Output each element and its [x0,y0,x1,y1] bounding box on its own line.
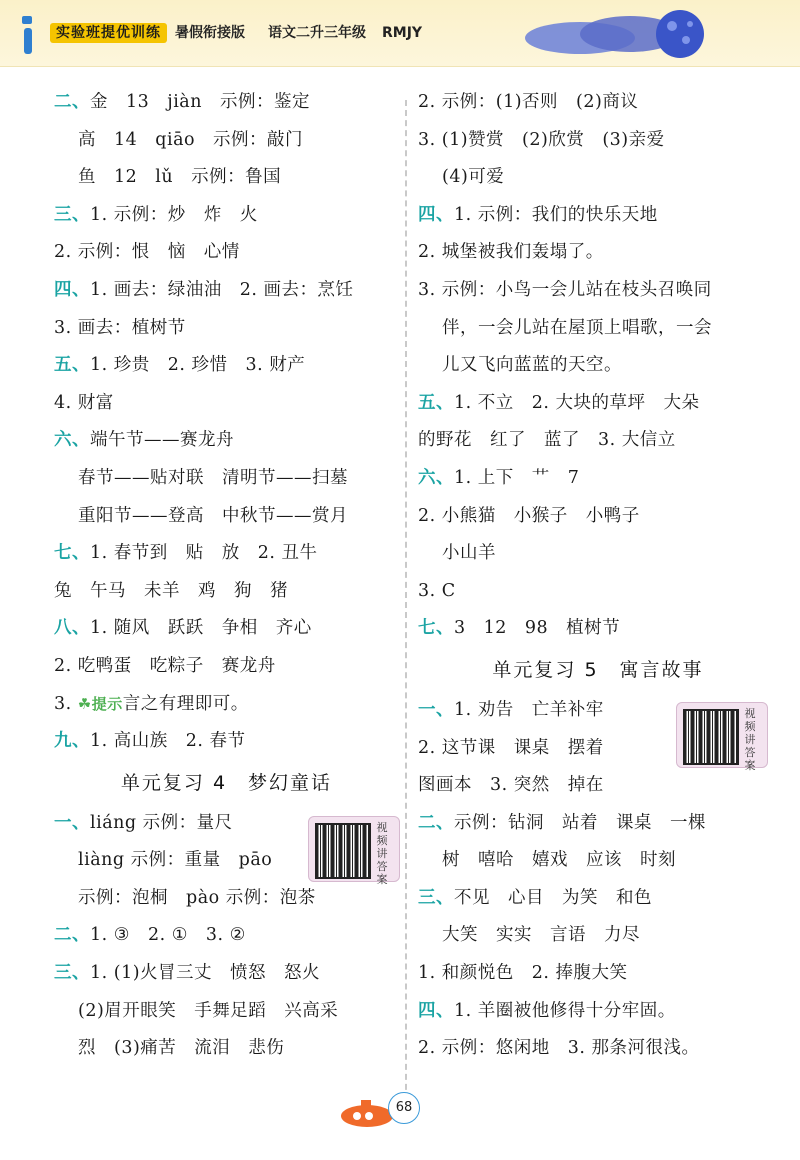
answer-line [418,880,778,918]
answer-line [54,385,399,423]
qr-code-image [315,823,371,879]
answer-line [54,686,399,724]
answer-line [418,498,778,536]
answer-line [418,1030,778,1068]
answer-line [54,159,399,197]
answer-line [54,917,399,955]
answer-text: 兔 午马 未羊 鸡 狗 猪 [54,580,288,601]
answer-line [54,535,399,573]
book-title: 暑假衔接版 [175,25,245,41]
answer-line [418,272,778,310]
tip-leaf-icon: ☘ [77,694,92,713]
answer-text: 重阳节——登高 中秋节——赏月 [78,505,348,526]
answer-text: 1. 和颜悦色 2. 捧腹大笑 [418,963,628,984]
question-number: 七、 [418,618,454,639]
answer-line [54,573,399,611]
answer-text: 3. 画去：植树节 [54,317,186,338]
qr-label: 视频讲答案 [376,821,388,886]
answer-line [418,385,778,423]
answer-line [418,610,778,648]
answer-text: 儿又飞向蓝蓝的天空。 [442,355,622,376]
answer-line [418,535,778,573]
question-number: 四、 [418,204,454,225]
page-header [0,0,800,67]
question-number: 五、 [54,355,90,376]
qr-code-unit4[interactable] [308,816,400,886]
answer-line [418,122,778,160]
answer-text: 烈 (3)痛苦 流泪 悲伤 [78,1038,285,1059]
answer-line [54,880,399,918]
answer-text: 1. 随风 跃跃 争相 齐心 [90,618,312,639]
answer-line [54,234,399,272]
answer-line [418,234,778,272]
answer-list-left [54,84,399,761]
answer-line [418,573,778,611]
qr-code-image [683,709,739,765]
qr-label: 视频讲答案 [744,707,756,772]
answer-text: 1. 画去：绿油油 2. 画去：烹饪 [90,279,354,300]
answer-line [418,767,778,805]
question-number: 六、 [54,430,90,451]
question-number: 一、 [418,699,454,720]
answer-text: 3. 示例：小鸟一会儿站在枝头召唤同 [418,279,712,300]
answer-text: 1. 羊圈被他修得十分牢固。 [454,1000,676,1021]
answer-line [418,917,778,955]
answer-text: 小山羊 [442,543,496,564]
answer-text: 4. 财富 [54,392,114,413]
question-number: 六、 [418,467,454,488]
answer-line [418,993,778,1031]
answer-line [54,272,399,310]
answer-text: 2. 示例：(1)否则 (2)商议 [418,92,639,112]
answer-text: 2. 吃鸭蛋 吃粽子 赛龙舟 [54,655,276,676]
answer-text: liàng 示例：重量 pāo [78,850,273,871]
answer-text: 1. 示例：我们的快乐天地 [454,204,658,225]
answer-text: 3 12 98 植树节 [454,618,621,639]
answer-line [418,159,778,197]
left-column [54,84,399,1068]
subject-grade: 语文二升三年级 [268,25,366,41]
answer-line [54,422,399,460]
answer-text: 高 14 qiāo 示例：敲门 [78,129,304,150]
answer-text: 鱼 12 lǔ 示例：鲁国 [78,167,282,188]
question-number: 二、 [54,925,90,946]
answer-text: 春节——贴对联 清明节——扫墓 [78,467,348,488]
answer-text: 2. 城堡被我们轰塌了。 [418,242,604,263]
answer-text: 2. 这节课 课桌 摆着 [418,737,604,758]
edition-code: RMJY [382,25,423,41]
answer-line [54,310,399,348]
answer-text: 伴，一会儿站在屋顶上唱歌，一会 [442,317,712,338]
answer-text: 图画本 3. 突然 掉在 [418,775,604,796]
question-number: 一、 [54,812,90,833]
question-number: 九、 [54,731,90,752]
answer-text: 言之有理即可。 [122,693,249,714]
answer-line [54,498,399,536]
answer-line [54,347,399,385]
question-number: 四、 [54,279,90,300]
question-number: 七、 [54,543,90,564]
answer-text: 1. 不立 2. 大块的草坪 大朵 [454,392,700,413]
answer-text: 1. 上下 艹 7 [454,467,580,488]
answer-line [54,84,399,122]
answer-line [54,460,399,498]
tip-label: 提示 [91,694,123,713]
page-number: 68 [388,1092,420,1124]
answer-text: 示例：钻洞 站着 课桌 一棵 [454,812,706,833]
answer-text: 示例：泡桐 pào 示例：泡茶 [78,887,316,908]
answer-text: 1. 劝告 亡羊补牢 [454,699,604,720]
answer-text: (2)眉开眼笑 手舞足蹈 兴高采 [78,1000,339,1021]
answer-text: 2. 示例：恨 恼 心情 [54,242,240,263]
answer-text: 2. 小熊猫 小猴子 小鸭子 [418,505,640,526]
right-column [418,84,778,1068]
answer-line [54,723,399,761]
unit-5-title: 单元复习 5 寓言故事 [492,658,704,681]
question-number: 三、 [54,963,90,984]
answer-line [418,310,778,348]
answer-line [418,422,778,460]
qr-code-unit5[interactable] [676,702,768,772]
decorative-letter-icon [12,12,52,56]
answer-line [418,842,778,880]
unit-4-title: 单元复习 4 梦幻童话 [120,771,333,794]
answer-line [418,805,778,843]
answer-text: 1. 春节到 贴 放 2. 丑牛 [90,543,318,564]
answer-line [54,648,399,686]
question-number: 二、 [54,92,90,112]
answer-text: 金 13 jiàn 示例：鉴定 [90,92,310,112]
question-number: 四、 [418,1000,454,1021]
answer-text: (4)可爱 [442,167,505,188]
answer-text: 3. (1)赞赏 (2)欣赏 (3)亲爱 [418,129,665,150]
question-number: 二、 [418,812,454,833]
brand-badge: 实验班提优训练 [50,23,167,43]
answer-line [54,1030,399,1068]
answer-text: 1. ③ 2. ① 3. ② [90,925,246,946]
question-number: 八、 [54,618,90,639]
answer-line [418,84,778,122]
question-number: 三、 [54,204,90,225]
answer-line [54,955,399,993]
answer-line [54,993,399,1031]
answer-list-right [418,84,778,648]
answer-text: 树 嘻哈 嬉戏 应该 时刻 [442,850,676,871]
answer-text: 1. 示例：炒 炸 火 [90,204,258,225]
answer-text: 不见 心目 为笑 和色 [454,887,652,908]
answer-text: 1. 高山族 2. 春节 [90,731,246,752]
answer-text: 的野花 红了 蓝了 3. 大信立 [418,430,676,451]
item-prefix: 3. [54,693,78,714]
answer-line [54,197,399,235]
answer-text: 大笑 实实 言语 力尽 [442,925,640,946]
answer-text: 1. 珍贵 2. 珍惜 3. 财产 [90,355,306,376]
answer-line [54,610,399,648]
answer-line [418,460,778,498]
answer-text: 1. (1)火冒三丈 愤怒 怒火 [90,963,321,984]
question-number: 五、 [418,392,454,413]
planet-icon [650,4,710,64]
answer-text: 2. 示例：悠闲地 3. 那条河很浅。 [418,1038,700,1059]
answer-line [418,347,778,385]
question-number: 三、 [418,887,454,908]
answer-text: 端午节——赛龙舟 [90,430,234,451]
answer-line [54,122,399,160]
column-divider [405,100,407,1110]
answer-text: 3. C [418,580,456,601]
answer-line [418,197,778,235]
answer-line [418,955,778,993]
answer-text: liáng 示例：量尺 [90,812,233,833]
